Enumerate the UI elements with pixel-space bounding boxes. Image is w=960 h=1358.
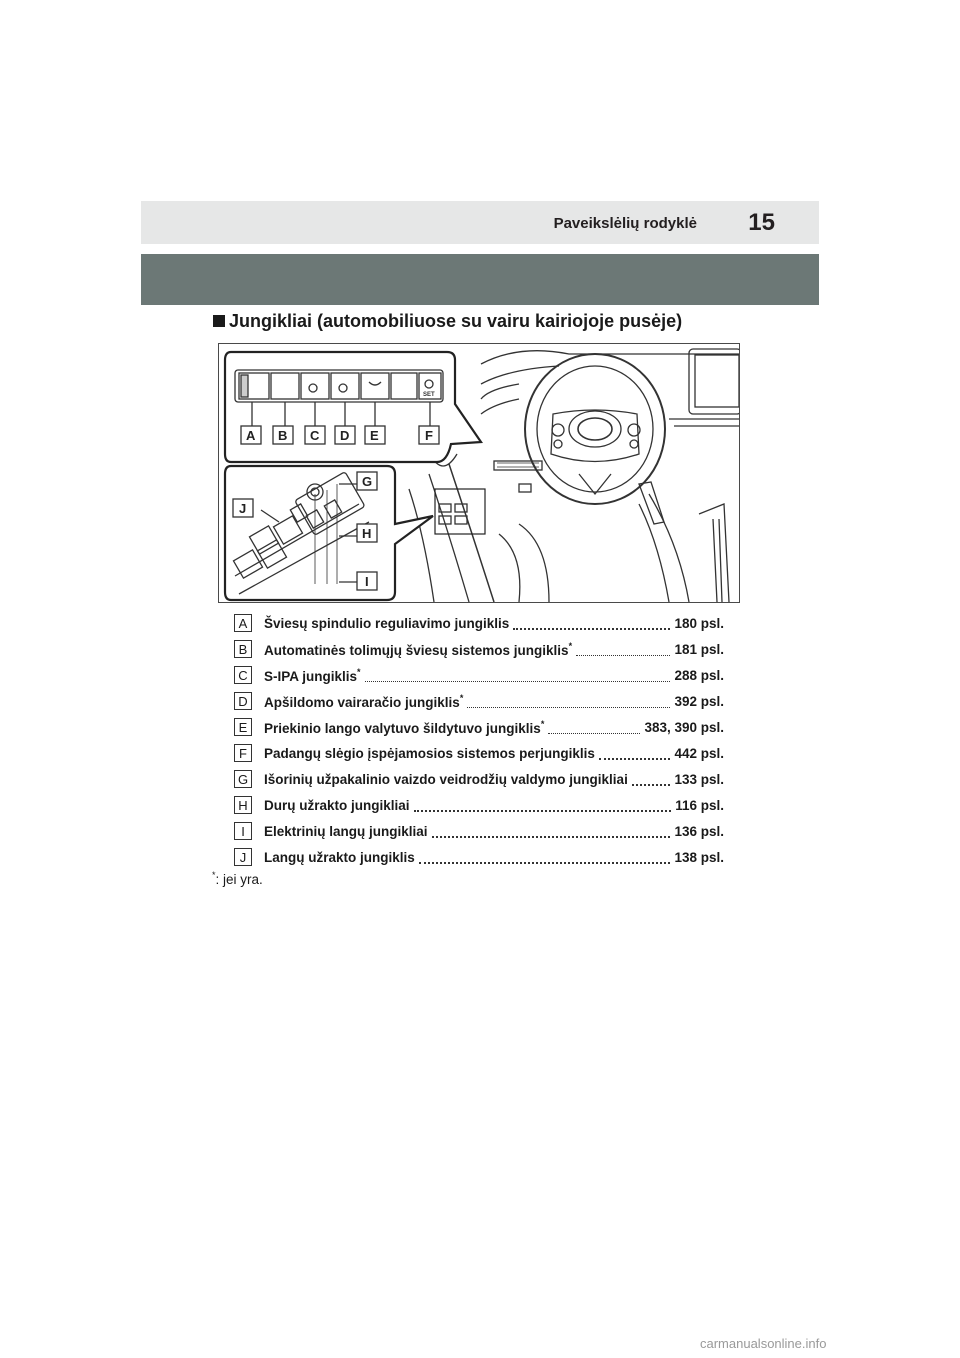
asterisk-marker: * xyxy=(568,640,573,651)
callout-c-label: C xyxy=(310,428,320,443)
list-item xyxy=(234,662,724,688)
letter-box: A xyxy=(234,614,252,632)
leader-dots xyxy=(632,774,671,786)
leader-dots xyxy=(419,852,671,864)
item-title: Elektrinių langų jungikliai xyxy=(264,823,428,839)
item-title: Padangų slėgio įspėjamosios sistemos perjungiklis xyxy=(264,745,595,761)
steering-wheel xyxy=(525,354,665,504)
header-bar xyxy=(141,201,819,244)
letter-box: B xyxy=(234,640,252,658)
header-title: Paveikslėlių rodyklė xyxy=(553,215,697,232)
footnote-text: : jei yra. xyxy=(215,872,263,887)
letter-box: F xyxy=(234,744,252,762)
letter-box: C xyxy=(234,666,252,684)
callout-d-label: D xyxy=(340,428,350,443)
list-item xyxy=(234,818,724,844)
section-heading-text: Jungikliai (automobiliuose su vairu kairiojoje pusėje) xyxy=(229,311,683,331)
callout-h-label: H xyxy=(362,526,372,541)
letter-box: G xyxy=(234,770,252,788)
item-title: Šviesų spindulio reguliavimo jungiklis xyxy=(264,615,510,631)
list-item xyxy=(234,714,724,740)
page-number: 15 xyxy=(748,209,775,236)
page-reference[interactable]: 180 psl. xyxy=(674,615,724,631)
callout-i-label: I xyxy=(365,574,369,589)
item-title: Priekinio lango valytuvo šildytuvo jungiklis xyxy=(264,720,541,736)
page-reference[interactable]: 181 psl. xyxy=(674,641,724,657)
page-reference[interactable]: 133 psl. xyxy=(674,771,724,787)
page-reference[interactable]: 116 psl. xyxy=(675,797,724,813)
callout-f-label: F xyxy=(425,428,433,443)
list-item xyxy=(234,766,724,792)
page-reference[interactable]: 288 psl. xyxy=(674,667,724,683)
switches-drawing xyxy=(219,344,740,603)
item-title: Apšildomo vairaračio jungiklis xyxy=(264,694,460,710)
reference-list xyxy=(234,610,724,870)
leader-dots xyxy=(414,800,672,812)
leader-dots xyxy=(599,748,671,760)
steering-logo xyxy=(578,418,612,440)
list-item xyxy=(234,636,724,662)
list-item xyxy=(234,844,724,870)
callout-g-label: G xyxy=(362,474,373,489)
letter-box: D xyxy=(234,692,252,710)
letter-box: H xyxy=(234,796,252,814)
callout-e-label: E xyxy=(370,428,379,443)
footnote-marker: * xyxy=(212,870,216,880)
asterisk-marker: * xyxy=(357,666,361,677)
callout-a-label: A xyxy=(246,428,256,443)
page-reference[interactable]: 136 psl. xyxy=(674,823,724,839)
page-reference[interactable]: 138 psl. xyxy=(674,849,724,865)
page-reference[interactable]: 392 psl. xyxy=(674,693,724,709)
section-banner xyxy=(141,254,819,305)
list-item xyxy=(234,688,724,714)
item-title: S-IPA jungiklis xyxy=(264,668,358,684)
page-reference[interactable]: 383, 390 psl. xyxy=(644,719,724,735)
item-title: Durų užrakto jungikliai xyxy=(264,797,410,813)
list-item xyxy=(234,740,724,766)
letter-box: I xyxy=(234,822,252,840)
list-item xyxy=(234,792,724,818)
asterisk-marker: * xyxy=(540,718,545,729)
item-title: Išorinių užpakalinio vaizdo veidrodžių valdymo jungikliai xyxy=(264,771,628,787)
watermark: carmanualsonline.info xyxy=(700,1336,827,1351)
page-reference[interactable]: 442 psl. xyxy=(674,745,724,761)
letter-box: E xyxy=(234,718,252,736)
leader-dots xyxy=(467,697,670,708)
section-heading xyxy=(213,311,682,332)
letter-box: J xyxy=(234,848,252,866)
square-bullet-icon xyxy=(213,315,225,327)
leader-dots xyxy=(576,645,670,656)
switches-illustration xyxy=(218,343,740,603)
item-title: Automatinės tolimųjų šviesų sistemos jungiklis xyxy=(264,642,569,658)
leader-dots xyxy=(365,671,671,682)
leader-dots xyxy=(513,618,670,630)
list-item xyxy=(234,610,724,636)
item-title: Langų užrakto jungiklis xyxy=(264,849,415,865)
leader-dots xyxy=(548,723,640,734)
display-screen xyxy=(689,349,740,414)
leader-dots xyxy=(432,826,671,838)
callout-b-label: B xyxy=(278,428,288,443)
footnote xyxy=(212,870,263,887)
asterisk-marker: * xyxy=(459,692,464,703)
set-button-label: SET xyxy=(423,392,435,398)
callout-j-label: J xyxy=(239,501,247,516)
